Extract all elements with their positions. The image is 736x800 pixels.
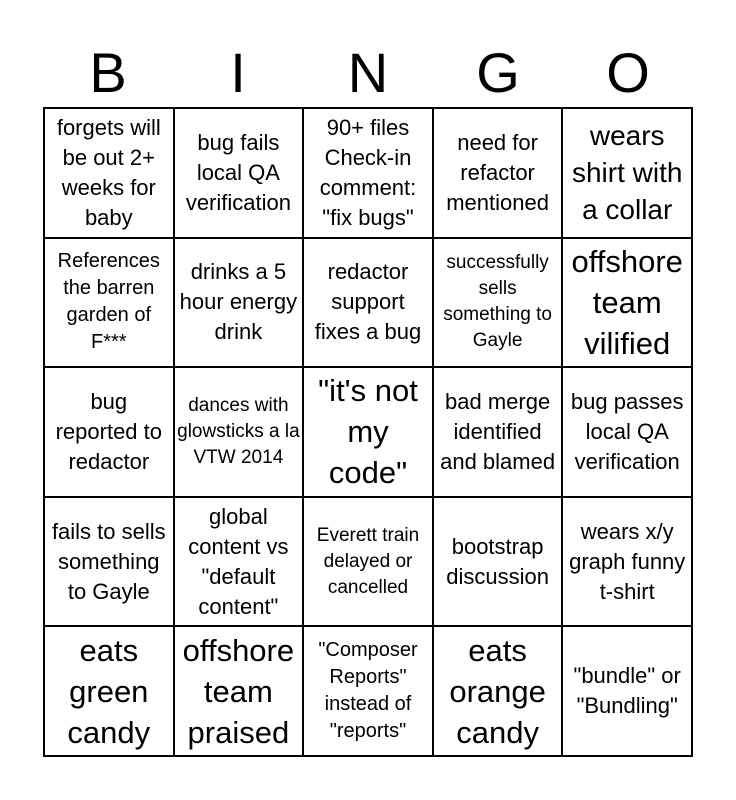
bingo-cell bbox=[303, 367, 433, 497]
cell-text: drinks a 5 hour energy drink bbox=[179, 259, 298, 345]
header-letter-g: G bbox=[476, 41, 520, 104]
bingo-cell bbox=[303, 238, 433, 368]
bingo-cell bbox=[44, 497, 174, 627]
bingo-cell bbox=[562, 367, 692, 497]
bingo-cell bbox=[303, 108, 433, 238]
bingo-cell bbox=[303, 626, 433, 756]
bingo-cell bbox=[562, 238, 692, 368]
cell-text: 90+ files Check-in comment: "fix bugs" bbox=[319, 114, 417, 230]
bingo-cell bbox=[174, 626, 304, 756]
bingo-cell bbox=[433, 367, 563, 497]
cell-text: dances with glowsticks a la VTW 2014 bbox=[177, 394, 300, 468]
cell-text: wears x/y graph funny t-shirt bbox=[569, 518, 686, 604]
bingo-cell bbox=[174, 108, 304, 238]
cell-text: forgets will be out 2+ weeks for baby bbox=[56, 114, 161, 230]
cell-text: bad merge identified and blamed bbox=[440, 388, 556, 474]
bingo-cell bbox=[44, 238, 174, 368]
cell-text: bug fails local QA verification bbox=[185, 129, 291, 215]
cell-text: bootstrap discussion bbox=[446, 533, 549, 589]
cell-text: bug reported to redactor bbox=[55, 388, 162, 474]
bingo-cell bbox=[174, 238, 304, 368]
bingo-cell bbox=[44, 367, 174, 497]
header-letter-n: N bbox=[347, 41, 389, 104]
bingo-grid bbox=[43, 107, 693, 757]
header-letter-b: B bbox=[89, 41, 127, 104]
bingo-cell bbox=[433, 108, 563, 238]
cell-text: successfully sells something to Gayle bbox=[443, 252, 552, 352]
cell-text: offshore team praised bbox=[182, 632, 295, 750]
bingo-cell bbox=[433, 497, 563, 627]
cell-text: "Composer Reports" instead of "reports" bbox=[318, 639, 418, 743]
cell-text: eats orange candy bbox=[449, 632, 546, 750]
cell-text: eats green candy bbox=[67, 632, 151, 750]
header-letter-i: I bbox=[230, 41, 246, 104]
cell-text: "it's not my code" bbox=[318, 373, 418, 491]
bingo-header bbox=[43, 40, 693, 106]
bingo-cell bbox=[562, 626, 692, 756]
cell-text: Everett train delayed or cancelled bbox=[316, 524, 420, 598]
cell-text: global content vs "default content" bbox=[188, 503, 289, 619]
bingo-cell bbox=[562, 108, 692, 238]
header-letter-o: O bbox=[606, 41, 650, 104]
bingo-cell bbox=[174, 367, 304, 497]
bingo-cell bbox=[433, 626, 563, 756]
cell-text: bug passes local QA verification bbox=[570, 388, 684, 474]
cell-text: References the barren garden of F*** bbox=[57, 250, 160, 354]
bingo-cell bbox=[303, 497, 433, 627]
bingo-cell bbox=[433, 238, 563, 368]
cell-text: offshore team vilified bbox=[571, 243, 683, 361]
cell-text: wears shirt with a collar bbox=[571, 120, 683, 226]
cell-text: need for refactor mentioned bbox=[446, 129, 549, 215]
bingo-cell bbox=[44, 626, 174, 756]
cell-text: "bundle" or "Bundling" bbox=[573, 663, 681, 719]
cell-text: redactor support fixes a bug bbox=[314, 259, 422, 345]
cell-text: fails to sells something to Gayle bbox=[51, 518, 166, 604]
bingo-cell bbox=[174, 497, 304, 627]
bingo-cell bbox=[562, 497, 692, 627]
bingo-cell bbox=[44, 108, 174, 238]
